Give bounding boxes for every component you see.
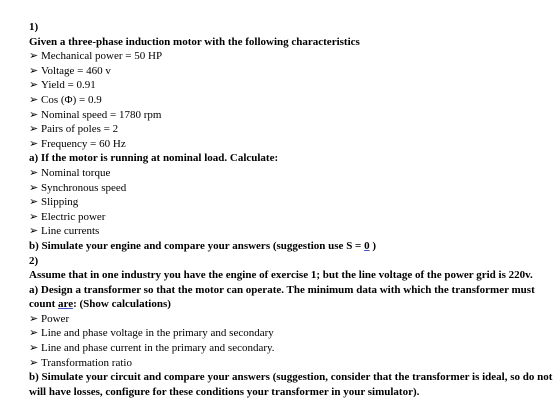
bullet-arrow-icon: ➢ (29, 225, 39, 238)
characteristic-item: ➢ Frequency = 60 Hz (29, 137, 126, 150)
bullet-arrow-icon: ➢ (29, 210, 39, 223)
bullet-arrow-icon: ➢ (29, 181, 39, 194)
characteristic-item: ➢ Voltage = 460 v (29, 64, 111, 77)
document (29, 20, 553, 399)
question-1-part-a: a) If the motor is running at nominal load. Calculate: (29, 152, 279, 165)
bullet-arrow-icon: ➢ (29, 93, 39, 106)
transformer-item: ➢ Transformation ratio (29, 356, 132, 369)
characteristic-item: ➢ Pairs of poles = 2 (29, 123, 119, 136)
transformer-item: ➢ Line and phase current in the primary and secondary. (29, 342, 275, 355)
bullet-arrow-icon: ➢ (29, 64, 39, 77)
bullet-arrow-icon: ➢ (29, 356, 39, 369)
question-1-number: 1) (29, 21, 39, 33)
bullet-arrow-icon: ➢ (29, 327, 39, 340)
bullet-arrow-icon: ➢ (29, 79, 39, 92)
question-2-intro: Assume that in one industry you have the engine of exercise 1; but the line voltage of the power grid is 220v. (29, 269, 533, 282)
characteristic-item: ➢ Cos (Φ) = 0.9 (29, 93, 102, 106)
slip-value: 0 (364, 239, 370, 252)
calculate-item: ➢ Line currents (29, 225, 100, 238)
transformer-item: ➢ Power (29, 312, 70, 325)
transformer-item: ➢ Line and phase voltage in the primary and secondary (29, 327, 274, 340)
bullet-arrow-icon: ➢ (29, 123, 39, 136)
question-2-part-b: b) Simulate your circuit and compare your answers (suggestion, consider that the transformer is ideal, so do not will have losses, configure for these conditions your transformer in your simulator). (29, 371, 553, 398)
characteristic-item: ➢ Nominal speed = 1780 rpm (29, 108, 162, 121)
calculate-item: ➢ Nominal torque (29, 166, 111, 179)
calculate-item: ➢ Electric power (29, 210, 106, 223)
bullet-arrow-icon: ➢ (29, 196, 39, 209)
underlined-word: are (58, 298, 74, 311)
characteristic-item: ➢ Yield = 0.91 (29, 79, 96, 92)
question-2-part-a: a) Design a transformer so that the motor can operate. The minimum data with which the transformer must count are: (Show calculations) (29, 283, 535, 311)
calculate-item: ➢ Synchronous speed (29, 181, 127, 194)
bullet-arrow-icon: ➢ (29, 108, 39, 121)
question-1-intro: Given a three-phase induction motor with the following characteristics (29, 35, 360, 48)
bullet-arrow-icon: ➢ (29, 137, 39, 150)
question-2-number: 2) (29, 254, 39, 267)
characteristic-item: ➢ Mechanical power = 50 HP (29, 50, 163, 63)
question-1-part-b: b) Simulate your engine and compare your answers (suggestion use S = 0 ) (29, 239, 376, 252)
bullet-arrow-icon: ➢ (29, 50, 39, 63)
bullet-arrow-icon: ➢ (29, 342, 39, 355)
calculate-item: ➢ Slipping (29, 196, 79, 209)
bullet-arrow-icon: ➢ (29, 166, 39, 179)
bullet-arrow-icon: ➢ (29, 312, 39, 325)
